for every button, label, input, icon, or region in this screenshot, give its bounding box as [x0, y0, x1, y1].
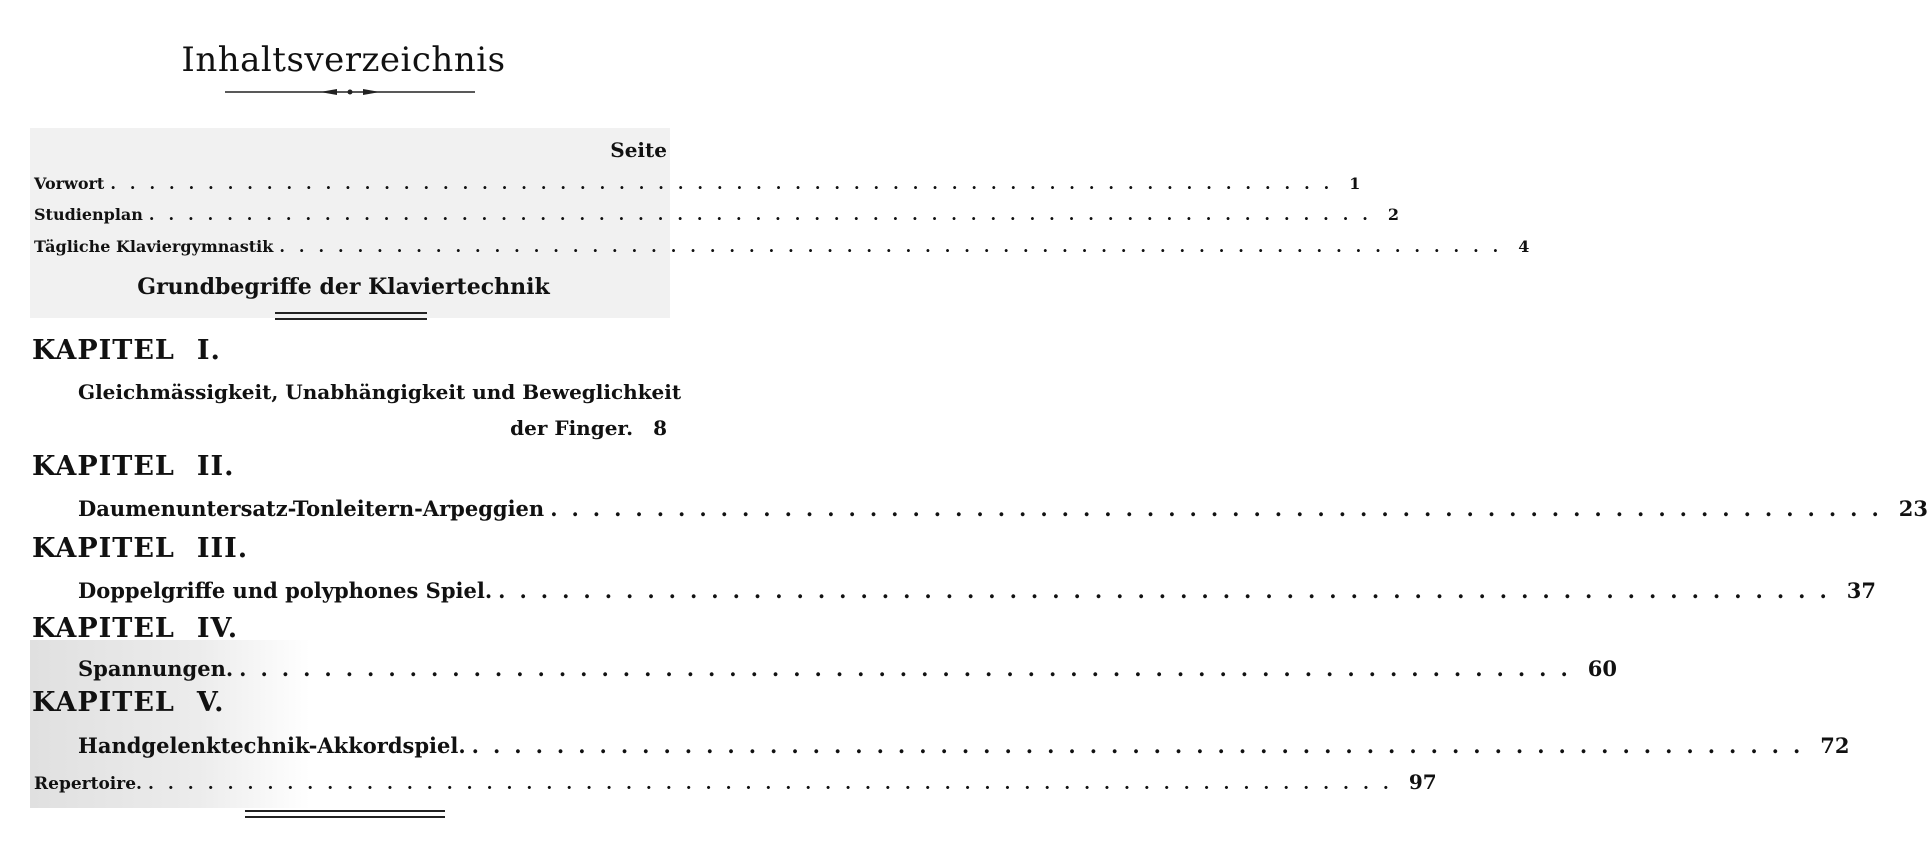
- chapter-label: KAPITEL: [32, 687, 175, 718]
- toc-entry-label: Tägliche Klaviergymnastik: [34, 237, 274, 256]
- page-title: Inhaltsverzeichnis: [181, 40, 506, 80]
- end-rule-top: [245, 810, 445, 812]
- chapter-1-entry-line1: Gleichmässigkeit, Unabhängigkeit und Beweglichkeit: [78, 380, 682, 404]
- leader-dots: ...............................................................: [110, 174, 1344, 193]
- chapter-5-heading: [32, 687, 225, 718]
- leader-dots: ...............................................................: [239, 656, 1582, 681]
- chapter-3-entry: [78, 578, 1876, 603]
- toc-entry-klaviergymnastik: [34, 237, 1530, 256]
- leader-dots: ...............................................................: [550, 496, 1893, 521]
- chapter-entry-label: Daumenuntersatz-Tonleitern-Arpeggien: [78, 496, 545, 521]
- chapter-entry-page: 23: [1898, 496, 1928, 521]
- chapter-4-heading: [32, 613, 238, 644]
- toc-entry-vorwort: [34, 174, 1361, 193]
- chapter-2-heading: [32, 451, 235, 482]
- chapter-numeral: V.: [196, 687, 225, 718]
- chapter-label: KAPITEL: [32, 451, 175, 482]
- chapter-entry-label: der Finger.: [510, 416, 634, 440]
- leader-dots: ...............................................................: [147, 774, 1403, 794]
- toc-entry-label: Studienplan: [34, 205, 143, 224]
- chapter-numeral: IV.: [196, 613, 239, 644]
- section-rule-top: [275, 312, 427, 314]
- toc-entry-page: 2: [1387, 205, 1399, 224]
- toc-entry-page: 4: [1518, 237, 1530, 256]
- chapter-1-entry-line2: [510, 416, 667, 440]
- end-rule-bottom: [245, 816, 445, 818]
- leader-dots: ...............................................................: [148, 205, 1382, 224]
- chapter-label: KAPITEL: [32, 335, 175, 366]
- seite-label: Seite: [610, 138, 667, 162]
- chapter-numeral: III.: [196, 533, 249, 564]
- toc-entry-page: 97: [1408, 770, 1437, 794]
- chapter-entry-page: 60: [1587, 656, 1617, 681]
- chapter-entry-page: 8: [653, 416, 667, 440]
- toc-entry-studienplan: [34, 205, 1399, 224]
- chapter-numeral: I.: [196, 335, 221, 366]
- chapter-2-entry: [78, 496, 1928, 521]
- chapter-3-heading: [32, 533, 248, 564]
- chapter-label: KAPITEL: [32, 613, 175, 644]
- leader-dots: ...............................................................: [471, 733, 1815, 758]
- title-ornament: [225, 88, 475, 96]
- toc-entry-label: Vorwort: [34, 174, 105, 193]
- toc-entry-page: 1: [1349, 174, 1361, 193]
- chapter-entry-page: 72: [1820, 733, 1850, 758]
- chapter-entry-label: Handgelenktechnik-Akkordspiel.: [78, 733, 466, 758]
- chapter-entry-label: Doppelgriffe und polyphones Spiel.: [78, 578, 493, 603]
- toc-entry-repertoire: [34, 770, 1437, 794]
- chapter-entry-label: Spannungen.: [78, 656, 234, 681]
- toc-entry-label: Repertoire.: [34, 774, 142, 794]
- section-rule-bottom: [275, 318, 427, 320]
- chapter-1-heading: [32, 335, 221, 366]
- leader-dots: ...............................................................: [498, 578, 1841, 603]
- chapter-numeral: II.: [196, 451, 235, 482]
- chapter-label: KAPITEL: [32, 533, 175, 564]
- chapter-entry-page: 37: [1846, 578, 1876, 603]
- section-heading: Grundbegriffe der Klaviertechnik: [137, 274, 550, 300]
- chapter-4-entry: [78, 656, 1617, 681]
- leader-dots: ...............................................................: [279, 237, 1513, 256]
- chapter-5-entry: [78, 733, 1850, 758]
